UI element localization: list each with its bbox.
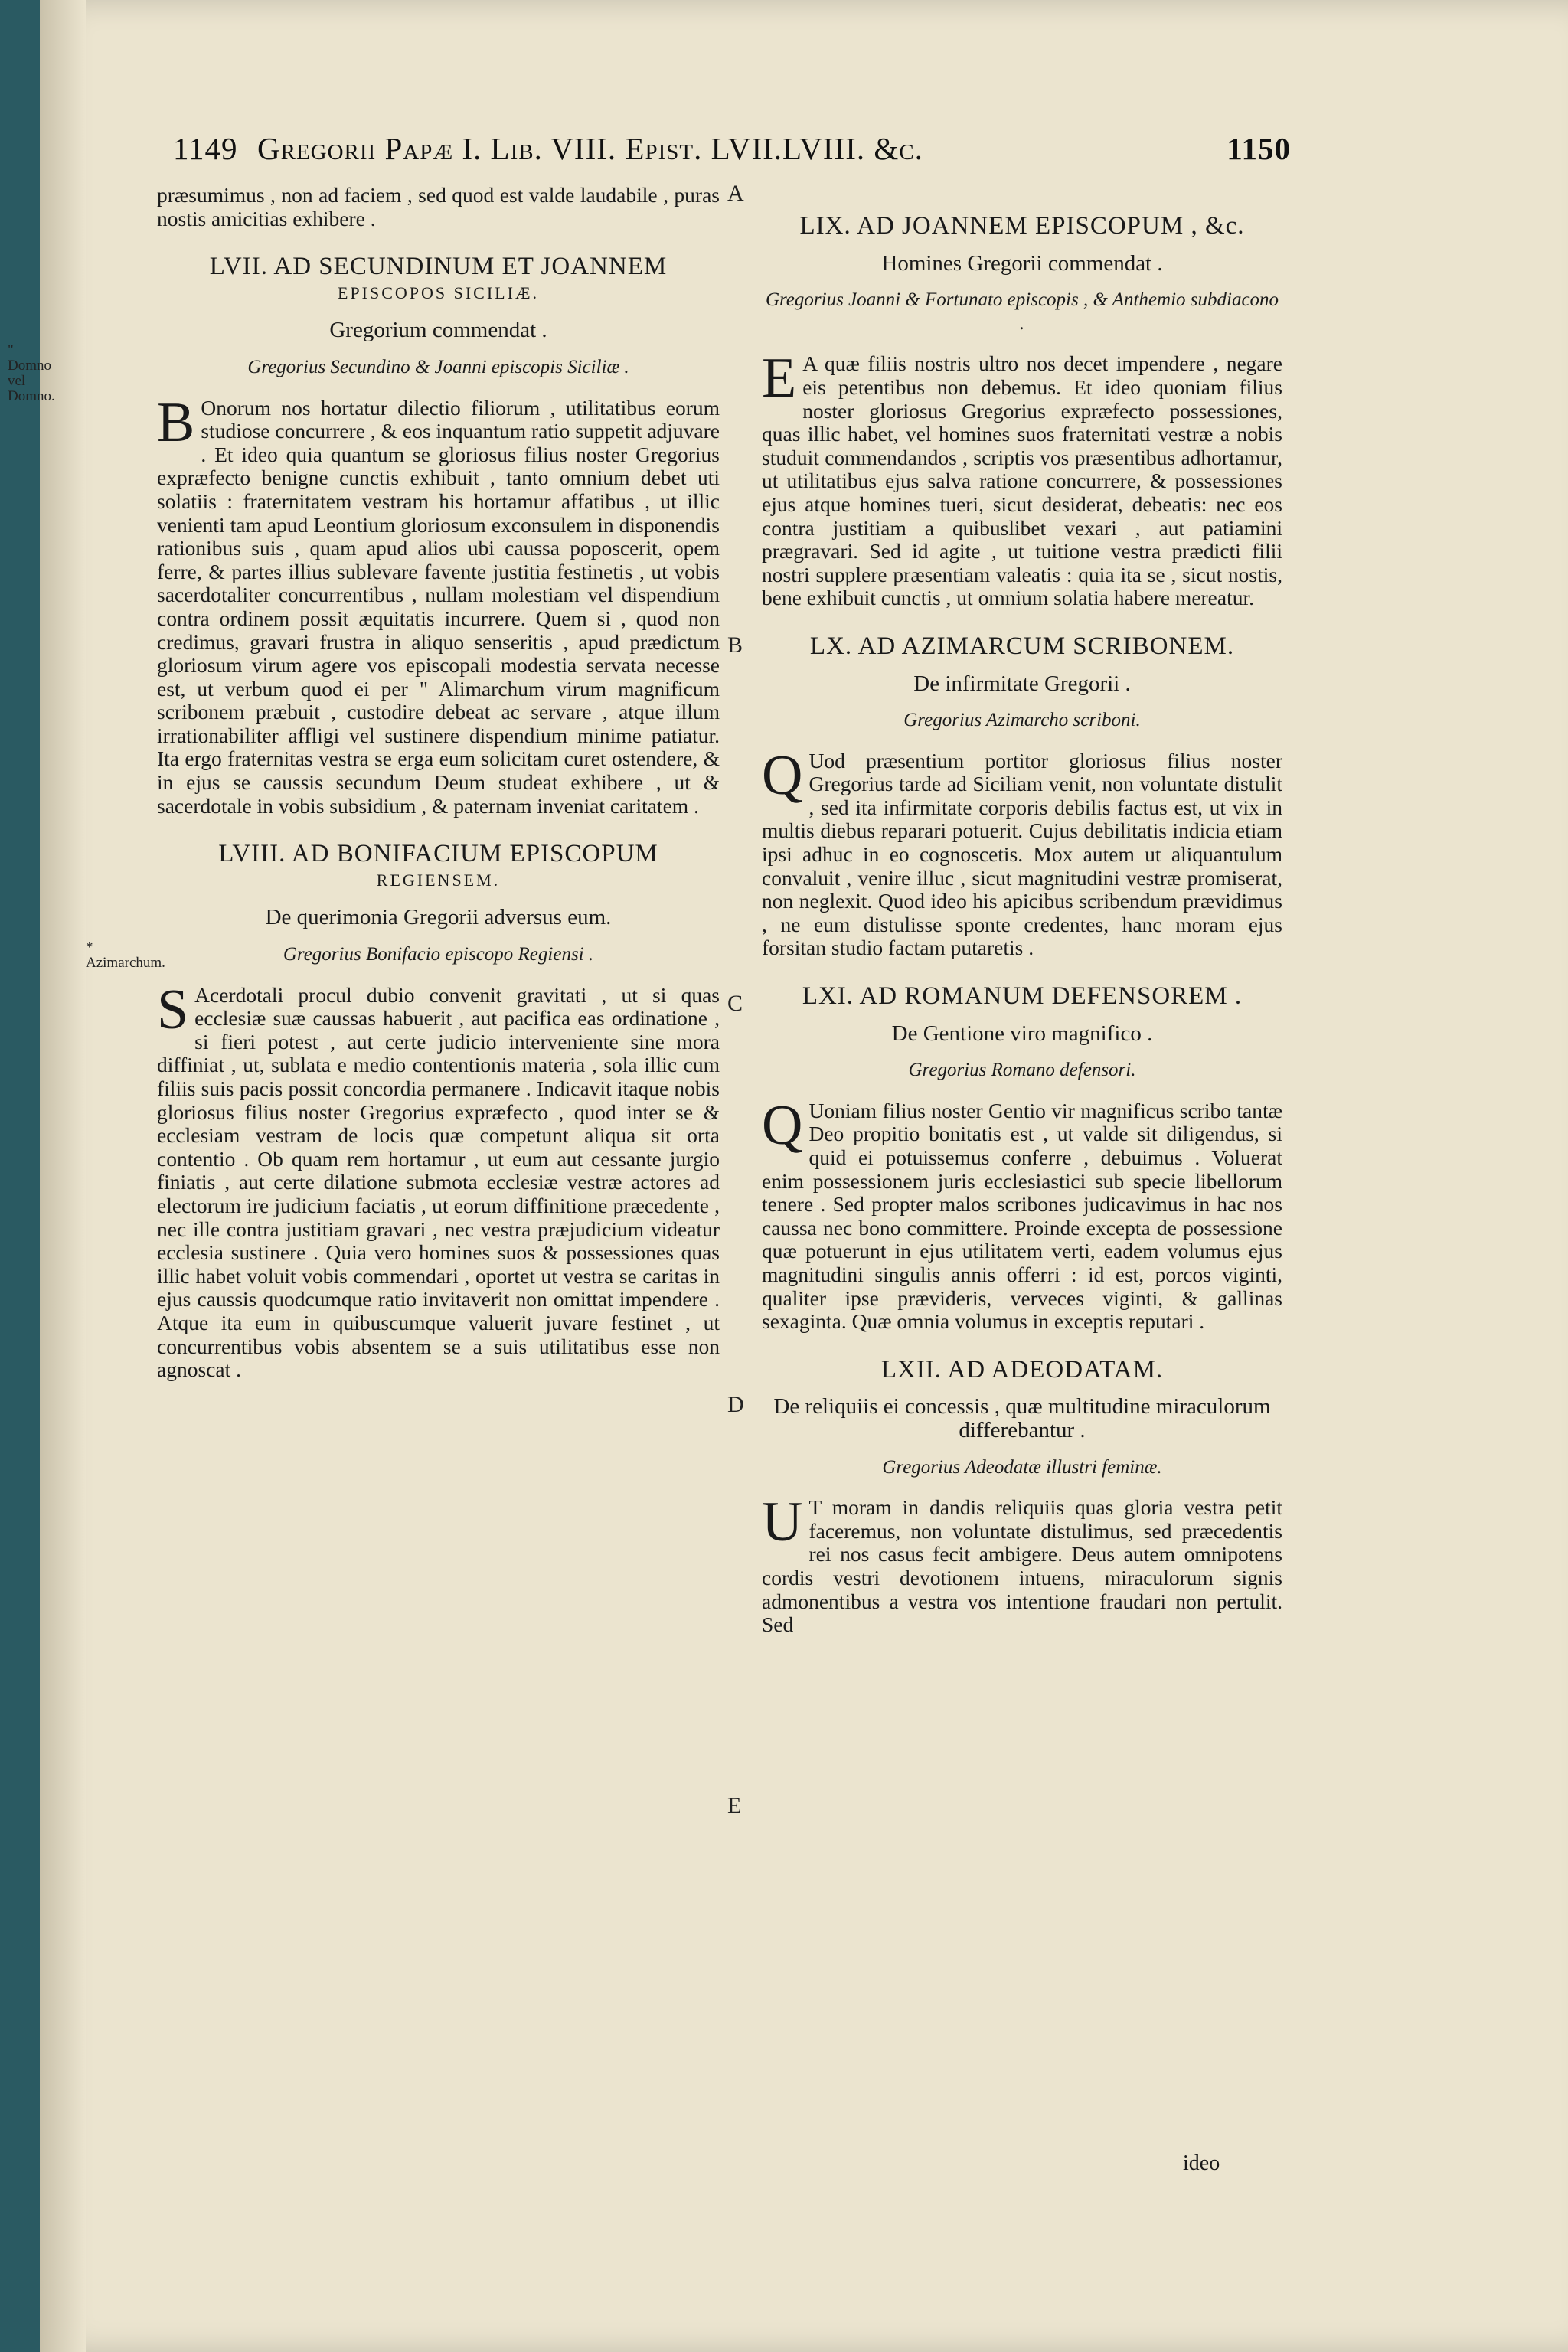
letter-60-salutation: Gregorius Azimarcho scriboni. (903, 710, 1141, 731)
letter-57-salutation: Gregorius Secundino & Joanni episcopis Siciliæ . (247, 356, 629, 377)
letter-57-subheading: EPISCOPOS SICILIÆ. (337, 283, 540, 302)
left-column (157, 184, 720, 1382)
letter-60-dropcap: Q (762, 743, 803, 807)
letter-61-summary: De Gentione viro magnifico . (891, 1021, 1153, 1046)
page-number-left: 1149 (173, 131, 238, 166)
letter-62-summary: De reliquiis ei concessis , quæ multitudine miraculorum differebantur . (773, 1394, 1271, 1442)
letter-62-dropcap: U (762, 1491, 803, 1554)
letter-60-body (762, 743, 1282, 960)
intro-text: præsumimus , non ad faciem , sed quod est valde laudabile , puras nostis amicitias exhibere . (157, 183, 720, 230)
letter-59-summary: Homines Gregorii commendat . (881, 250, 1163, 276)
letter-57-text: Onorum nos hortatur dilectio filiorum , utilitatibus eorum studiose concurrere , & eos inquantum ratio suppetit adjuvare . Et ideo quia quantum se gloriosus filius noster Gregorius expræfecto benigne cunctis exhibuit , tanto omnium debet uti solatiis : fraternitatem vestram his hortamur affatibus , ut illic venienti tam apud Leontium gloriosum exconsulem in disponendis rationibus suis , quam apud alios ubi caussa poposcerit, opem ferre, & partes illius sublevare favente justitia festinetis , ut vobis sacerdotaliter concurrentibus , nullam molestiam vel dispendium contra ordinem possit æquitatis incurrere. Quem si , quod non credimus, gravari frustra in aliquo senseritis , apud prædictum gloriosum virum agere vos episcopali modestia servata necesse est, ut verbum quod ei per " Alimarchum virum magnificum scribonem præbuit , custodire debeat ac servare , atque illum irrationabiliter affligi vel sustinere dispendium minime patiatur. Ita ergo fraternitas vestra se erga eum solicitam curet ostendere, & in ejus se caussis secundum Deum studeat exhibere , ut & sacerdotale in vobis subsidium , & paternam inveniat caritatem . (157, 395, 720, 818)
page-number-right: 1150 (1227, 131, 1291, 166)
letter-58-subheading: REGIENSEM. (376, 870, 501, 890)
letter-59-heading: LIX. AD JOANNEM EPISCOPUM , &c. (799, 212, 1245, 240)
running-head (173, 130, 1291, 176)
section-letter-a: A (727, 181, 744, 206)
letter-61-dropcap: Q (762, 1093, 803, 1157)
letter-60-summary: De infirmitate Gregorii . (913, 671, 1131, 696)
letter-59-text: A quæ filiis nostris ultro nos decet impendere , negare eis petentibus non debemus. Et ideo quoniam filius noster gloriosus Gregorius expræfecto possessiones, quas illic habet, vel homines suos fraternitati vestræ a nobis studuit commendandos , scriptis vos præsentibus adhortamur, ut utilitatibus ejus salva ratione concurrere, & possessiones ejus atque homines tueri, sicut desiderat, debeatis: nec eos contra justitiam a quibuslibet vexari , aut patiamini prægravari. Sed id agite , ut tuitione vestra prædicti filii nostri supplere præsentiam valeatis : quia ita se , sicut nostis, bene exhibuit cunctis , ut omnium solatia habere mereatur. (762, 351, 1282, 610)
letter-58-summary: De querimonia Gregorii adversus eum. (265, 905, 612, 930)
letter-58-heading: LVIII. AD BONIFACIUM EPISCOPUM (218, 840, 658, 868)
margin-note-azimarchum: * Azimarchum. (86, 939, 165, 971)
section-letter-c: C (727, 991, 743, 1016)
letter-59-dropcap: E (762, 347, 797, 410)
letter-57-heading: LVII. AD SECUNDINUM ET JOANNEM (209, 253, 668, 281)
letter-58-text: Acerdotali procul dubio convenit gravitati , ut si quas ecclesiæ suæ caussas habuerit , aut pacifica eas ordinatione , si fieri potest , aut certe judicio interveniente sine mora diffiniat , ut, sublata e medio contentionis materia , sola illic cum filiis suis pacis possit concordia permanere . Indicavit itaque nobis gloriosus filius noster Gregorius expræfecto , quod inter se & ecclesiam vestram de locis quæ competunt aliqua sit orta contentio . Ob quam rem hortamur , ut eum aut cessante jurgio finiatis , aut certe dilatione submota ecclesiæ vestræ actores ad electorum ire judicium faciatis , ut eorum diffinitione præcedente , nec ille contra justitiam gravari , nec vestra præjudicium videatur ecclesia sustinere . Quia vero homines suos & possessiones quas illic habet voluit vobis commendari , oportet ut vestra se caritas in ejus caussis quodcumque ratio invitaverit non omittat impendere . Atque ita eum in quibuscumque valuerit juvare festinet , ut concurrentibus vobis absentem se a suis utilitatibus esse non agnoscat . (157, 982, 720, 1382)
right-column (762, 184, 1282, 1637)
letter-61-heading: LXI. AD ROMANUM DEFENSOREM . (802, 982, 1243, 1011)
letter-60-heading: LX. AD AZIMARCUM SCRIBONEM. (809, 632, 1235, 660)
margin-note-domno: " Domno vel Domno. (8, 342, 55, 404)
letter-61-text: Uoniam filius noster Gentio vir magnificus scribo tantæ Deo propitio bonitatis est , ut valde sit diligendus, si quid ei potuissemus conferre , debuimus . Voluerat enim possessionem juris ecclesiastici sub specie libellorum tenere . Sed propter malos scribones judicavimus in hac nos caussa nec bono committere. Proinde excepta de possessione quæ potuerunt in ejus utilitatem verti, eadem volumus ejus magnitudini singulis annis offerri : id est, porcos viginti, qualiter ipse prævideris, verveces viginti, & gallinas sexaginta. Quæ omnia volumus in exceptis reputari . (762, 1098, 1282, 1334)
letter-57-dropcap: B (157, 390, 195, 454)
letter-62-body (762, 1491, 1282, 1637)
section-letter-d: D (727, 1392, 744, 1417)
letter-62-heading: LXII. AD ADEODATAM. (880, 1355, 1164, 1383)
letter-59-salutation: Gregorius Joanni & Fortunato episcopis , & Anthemio subdiacono . (765, 289, 1279, 334)
letter-59-body (762, 347, 1282, 610)
letter-62-text: T moram in dandis reliquiis quas gloria vestra petit faceremus, non voluntate distulimus, sed præcedentis rei nos casus fecit ambigere. Deus autem omnipotens cordis vestri devotionem intuens, miraculorum signis admonentibus a vestra vos intentione fraudari non pertulit. Sed (762, 1495, 1282, 1637)
letter-61-salutation: Gregorius Romano defensori. (908, 1060, 1136, 1081)
section-letter-b: B (727, 632, 743, 658)
catchword: ideo (1183, 2151, 1220, 2175)
letter-58-salutation: Gregorius Bonifacio episcopo Regiensi . (283, 944, 594, 965)
letter-57-body (157, 390, 720, 818)
letter-62-salutation: Gregorius Adeodatæ illustri feminæ. (882, 1456, 1162, 1478)
letter-60-text: Uod præsentium portitor gloriosus filius noster Gregorius tarde ad Siciliam venit, non voluntate distulit , sed ita infirmitate corporis debilis factus est, ut vix in multis diebus reparari potuerit. Cujus debilitatis indicia etiam ipsi adhuc in eo cognoscetis. Mox autem ut aliquantulum convaluit , venire illuc , sicut magnitudini vestræ promiserat, non neglexit. Quod ideo his apicibus scribendum prævidimus , ne eum distulisse sponte credentes, hanc moram ejus forsitan studio factam putaretis . (762, 748, 1282, 960)
running-head-title: Gregorii Papæ I. Lib. VIII. Epist. LVII.LVIII. &c. (257, 131, 923, 166)
letter-58-body (157, 978, 720, 1382)
letter-61-body (762, 1093, 1282, 1334)
section-letter-e: E (727, 1793, 742, 1818)
letter-58-dropcap: S (157, 978, 189, 1041)
letter-57-summary: Gregorium commendat . (329, 318, 547, 343)
